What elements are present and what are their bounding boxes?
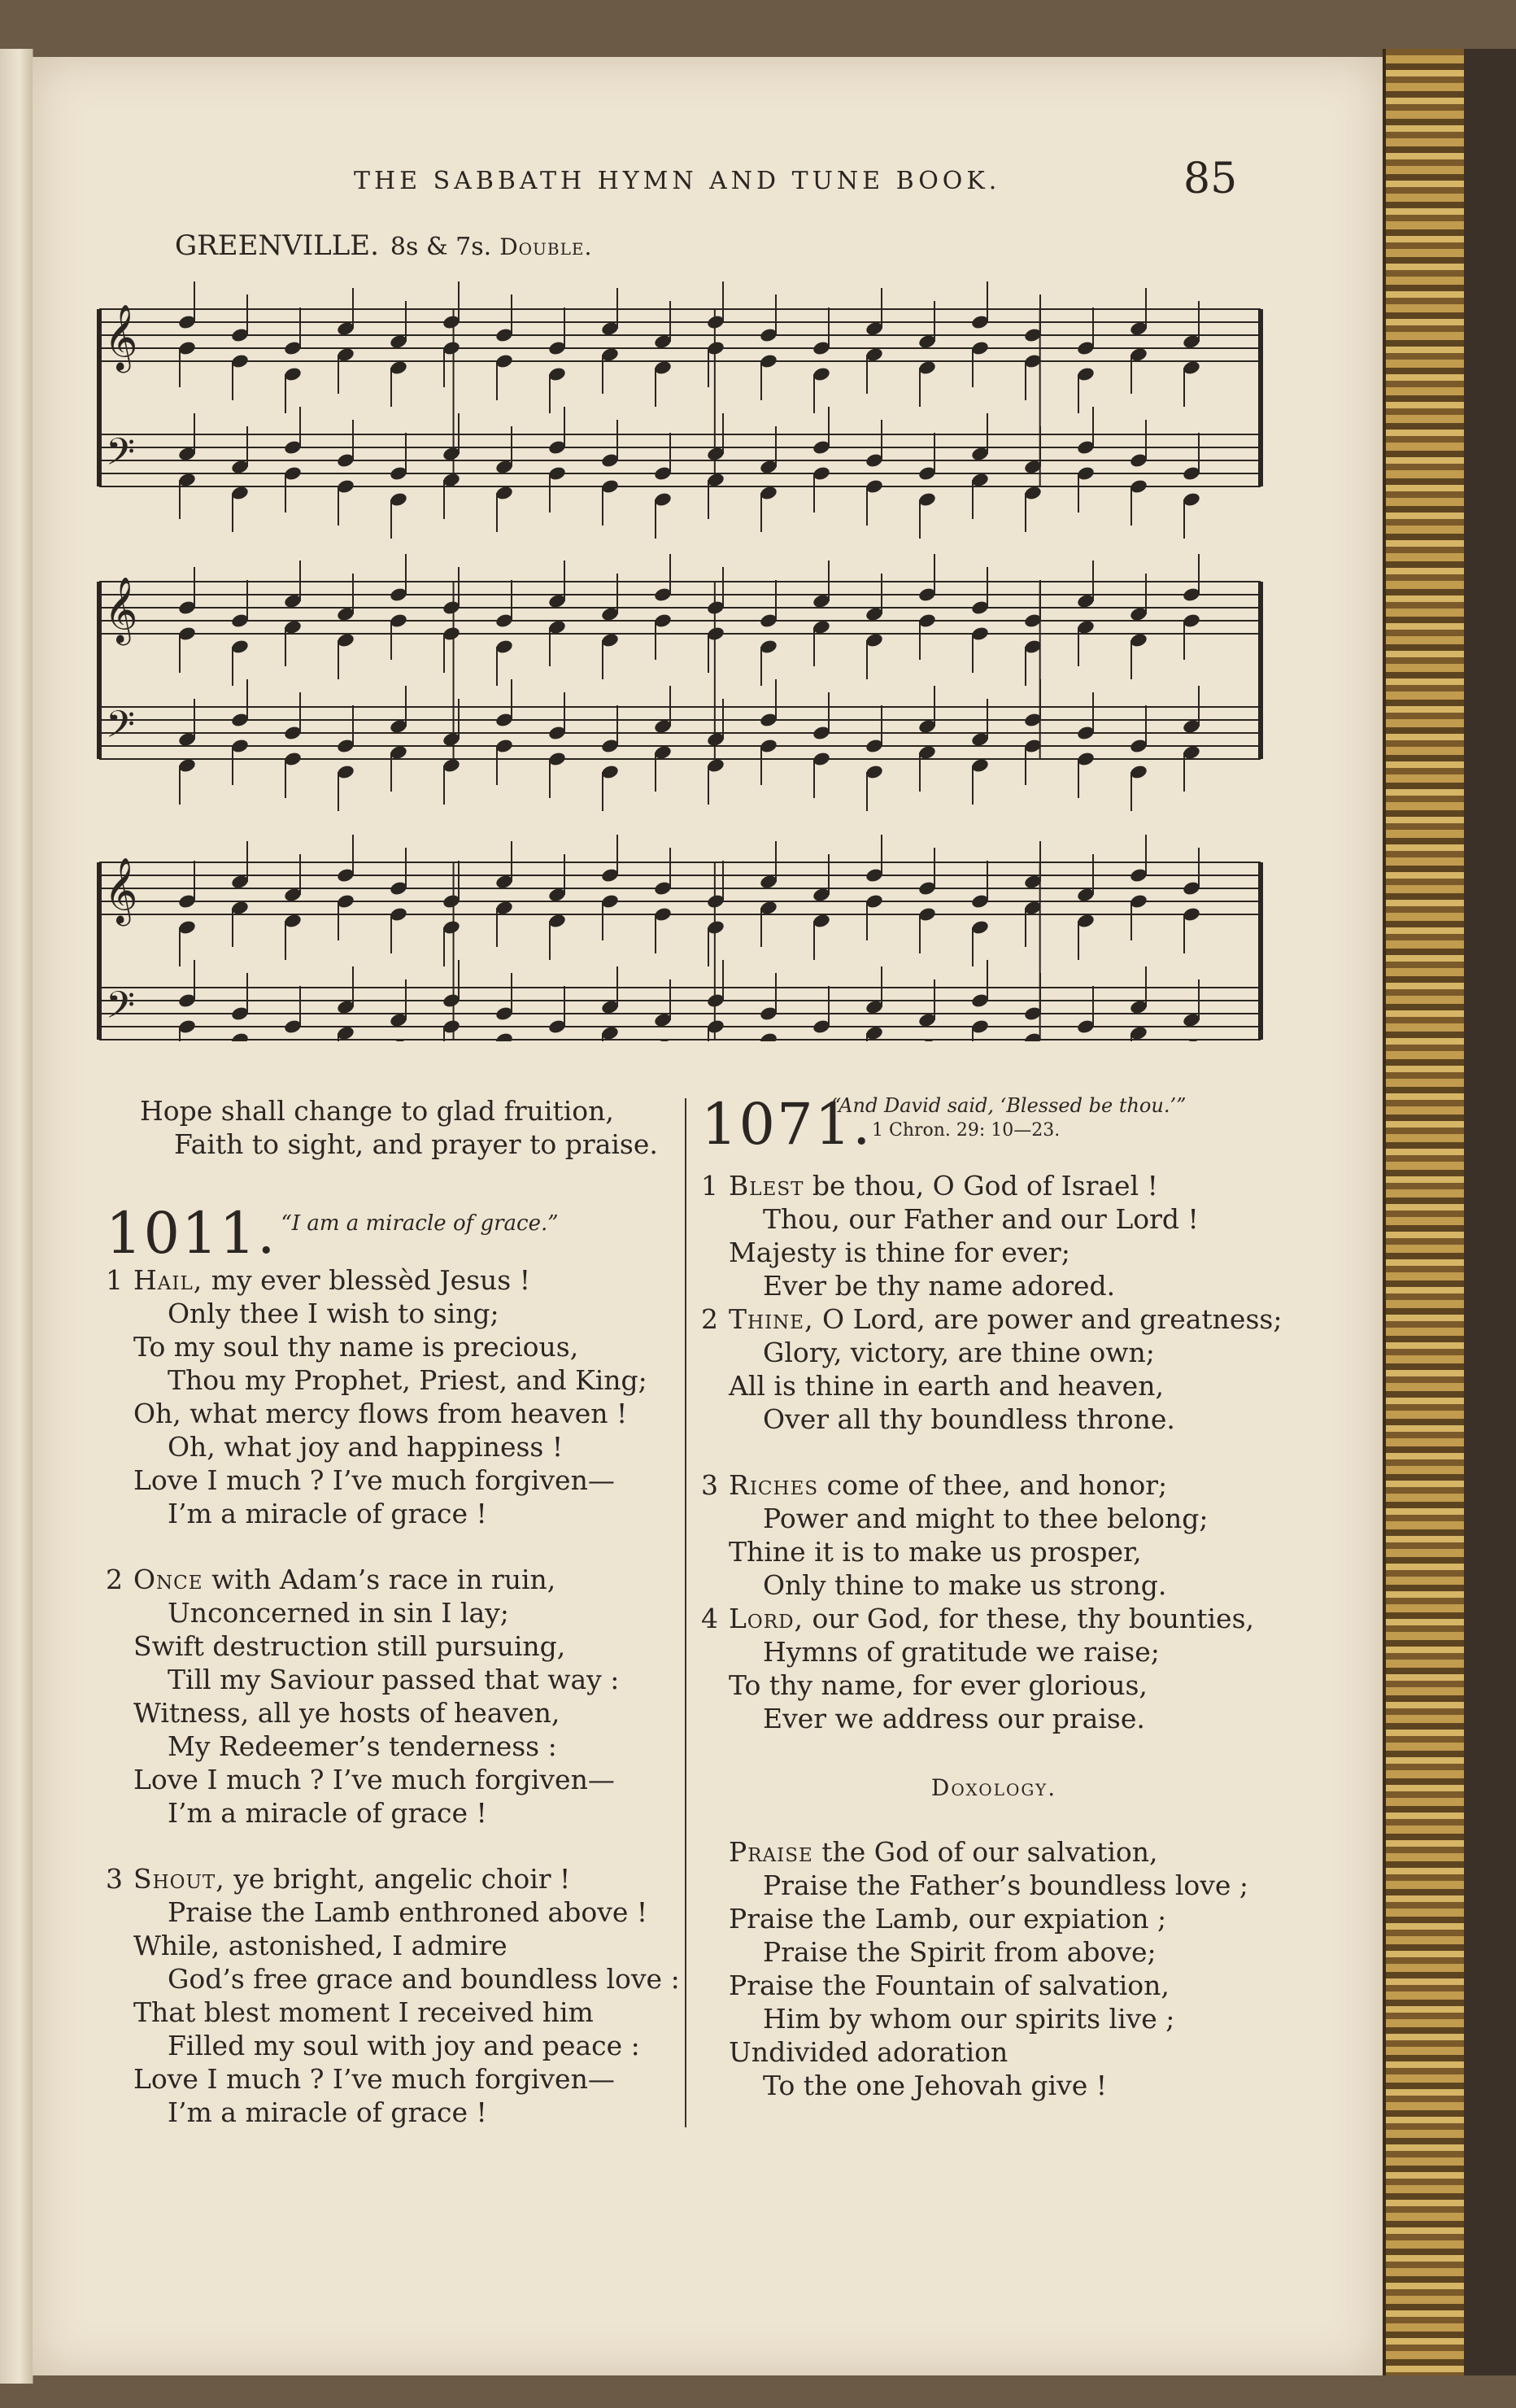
stanza-first-rest: come of thee, and honor; <box>818 1469 1168 1501</box>
hymn-line: Thou my Prophet, Priest, and King; <box>168 1364 647 1396</box>
stanza-number: 3 <box>106 1863 123 1895</box>
hymn-line: Love I much ? I’ve much forgiven— <box>133 2063 615 2095</box>
left-column <box>106 1094 680 2129</box>
hymn-line: My Redeemer’s tenderness : <box>168 1730 557 1762</box>
stanza-first-line <box>701 1468 1287 1502</box>
hymn-1071-body <box>701 1169 1287 1735</box>
hymn-line: Swift destruction still pursuing, <box>133 1630 566 1662</box>
doxology-line: Praise the Fountain of salvation, <box>729 1970 1170 2001</box>
treble-clef-icon: 𝄞 <box>104 303 138 370</box>
hymn-number: 1011. <box>106 1200 277 1267</box>
stanza-first-rest: ye bright, angelic choir ! <box>224 1863 571 1895</box>
hymn-1011-body <box>106 1263 680 2129</box>
hymn-line: Oh, what mercy flows from heaven ! <box>133 1398 628 1429</box>
hymn-number: 1071. <box>701 1091 873 1158</box>
bass-clef-icon: 𝄢 <box>106 703 136 756</box>
hymn-title: “I am a miracle of grace.” <box>281 1211 559 1236</box>
stanza-first-line <box>701 1602 1287 1635</box>
tune-meter-note: Double. <box>499 233 593 260</box>
hymn-line: Only thine to make us strong. <box>763 1569 1167 1601</box>
hymn-line: Majesty is thine for ever; <box>729 1237 1070 1268</box>
doxology-line: Praise the Father’s boundless love ; <box>763 1869 1249 1901</box>
hymn-line: To my soul thy name is precious, <box>133 1331 579 1363</box>
stanza-first-word: Blest <box>729 1170 804 1202</box>
doxology-line: Praise the Spirit from above; <box>763 1936 1157 1968</box>
stanza-first-word: Shout, <box>133 1863 225 1895</box>
doxology-line: Him by whom our spirits live ; <box>763 2003 1175 2035</box>
stanza-number: 3 <box>701 1469 718 1501</box>
column-divider <box>685 1098 686 2127</box>
doxology-line: To the one Jehovah give ! <box>763 2070 1108 2101</box>
hymn-line: Ever we address our praise. <box>763 1703 1145 1734</box>
carryover-line: Faith to sight, and prayer to praise. <box>174 1128 658 1160</box>
hymn-line: Filled my soul with joy and peace : <box>168 2030 640 2061</box>
stanza-first-line <box>106 1263 675 1297</box>
hymn-line: Thou, our Father and our Lord ! <box>763 1203 1199 1235</box>
hymn-line: Praise the Lamb enthroned above ! <box>168 1896 648 1928</box>
hymn-line: To thy name, for ever glorious, <box>729 1669 1148 1701</box>
hymn-line: Love I much ? I’ve much forgiven— <box>133 1464 615 1496</box>
hymn-line: Ever be thy name adored. <box>763 1270 1116 1302</box>
hymn-line: God’s free grace and boundless love : <box>168 1963 680 1995</box>
tune-heading <box>175 229 592 262</box>
running-head: THE SABBATH HYMN AND TUNE BOOK. <box>354 167 1001 195</box>
doxology-first-word: Praise <box>729 1836 813 1868</box>
tune-meter: 8s & 7s. <box>390 233 492 261</box>
hymn-1011-heading <box>106 1200 675 1267</box>
stanza-first-line <box>106 1862 675 1895</box>
stanza-first-rest: with Adam’s race in ruin, <box>203 1564 556 1595</box>
stanza-number: 4 <box>701 1603 718 1634</box>
stanza-number: 2 <box>106 1564 123 1595</box>
stanza-first-line <box>106 1563 675 1596</box>
stanza-first-word: Lord, <box>729 1603 804 1634</box>
hymn-line: I’m a miracle of grace ! <box>168 1498 487 1529</box>
doxology-line: Undivided adoration <box>729 2036 1008 2068</box>
bass-clef-icon: 𝄢 <box>106 984 136 1036</box>
hymn-line: Oh, what joy and happiness ! <box>168 1431 564 1463</box>
doxology-first-rest: the God of our salvation, <box>812 1836 1158 1868</box>
hymn-line: Thine it is to make us prosper, <box>729 1536 1142 1568</box>
doxology-line: Praise the Lamb, our expiation ; <box>729 1903 1167 1935</box>
stanza-first-word: Hail, <box>133 1264 203 1296</box>
hymn-line: I’m a miracle of grace ! <box>168 1797 487 1829</box>
hymn-line: Hymns of gratitude we raise; <box>763 1636 1160 1668</box>
hymn-1071-heading <box>701 1091 1287 1158</box>
hymn-line: While, astonished, I admire <box>133 1930 508 1961</box>
stanza-number: 1 <box>701 1170 718 1202</box>
stanza-first-rest: be thou, O God of Israel ! <box>804 1170 1158 1202</box>
hymn-line: Love I much ? I’ve much forgiven— <box>133 1764 615 1795</box>
hymn-line: Power and might to thee belong; <box>763 1503 1209 1534</box>
hymn-line: Unconcerned in sin I lay; <box>168 1597 509 1629</box>
book-cover-shadow <box>1464 49 1516 2375</box>
gilt-fore-edge <box>1383 49 1467 2375</box>
hymn-reference: 1 Chron. 29: 10—23. <box>872 1120 1061 1141</box>
hymn-line: Over all thy boundless throne. <box>763 1403 1175 1435</box>
stanza-first-word: Once <box>133 1564 203 1595</box>
stanza-number: 2 <box>701 1303 718 1335</box>
bass-clef-icon: 𝄢 <box>106 430 136 483</box>
doxology-body <box>701 1835 1287 2102</box>
hymn-line: I’m a miracle of grace ! <box>168 2096 487 2128</box>
stanza-number: 1 <box>106 1264 123 1296</box>
doxology-first-line <box>701 1835 1287 1869</box>
treble-clef-icon: 𝄞 <box>104 576 138 643</box>
stanza-first-rest: my ever blessèd Jesus ! <box>203 1264 530 1296</box>
treble-clef-icon: 𝄞 <box>104 857 138 923</box>
hymn-line: Glory, victory, are thine own; <box>763 1337 1155 1368</box>
stanza-first-line <box>701 1302 1287 1336</box>
stanza-first-word: Thine, <box>729 1303 814 1335</box>
page-number: 85 <box>1183 155 1238 203</box>
hymn-line: All is thine in earth and heaven, <box>729 1370 1164 1402</box>
stanza-first-word: Riches <box>729 1469 819 1501</box>
stanza-first-line <box>701 1169 1287 1202</box>
music-score <box>89 268 1277 1041</box>
hymn-line: Witness, all ye hosts of heaven, <box>133 1697 560 1729</box>
stanza-first-rest: our God, for these, thy bounties, <box>804 1603 1254 1634</box>
stanza-first-rest: O Lord, are power and greatness; <box>813 1303 1283 1335</box>
doxology-title: Doxology. <box>930 1774 1057 1801</box>
tune-name: GREENVILLE. <box>175 229 379 262</box>
right-column <box>701 1091 1287 2102</box>
adjacent-page-edge <box>0 49 33 2384</box>
hymn-line: Till my Saviour passed that way : <box>168 1664 620 1695</box>
hymn-line: Only thee I wish to sing; <box>168 1298 499 1329</box>
carryover-line: Hope shall change to glad fruition, <box>140 1095 614 1127</box>
hymn-line: That blest moment I received him <box>133 1996 594 2028</box>
hymn-title: “And David said, ‘Blessed be thou.’” <box>831 1094 1187 1117</box>
